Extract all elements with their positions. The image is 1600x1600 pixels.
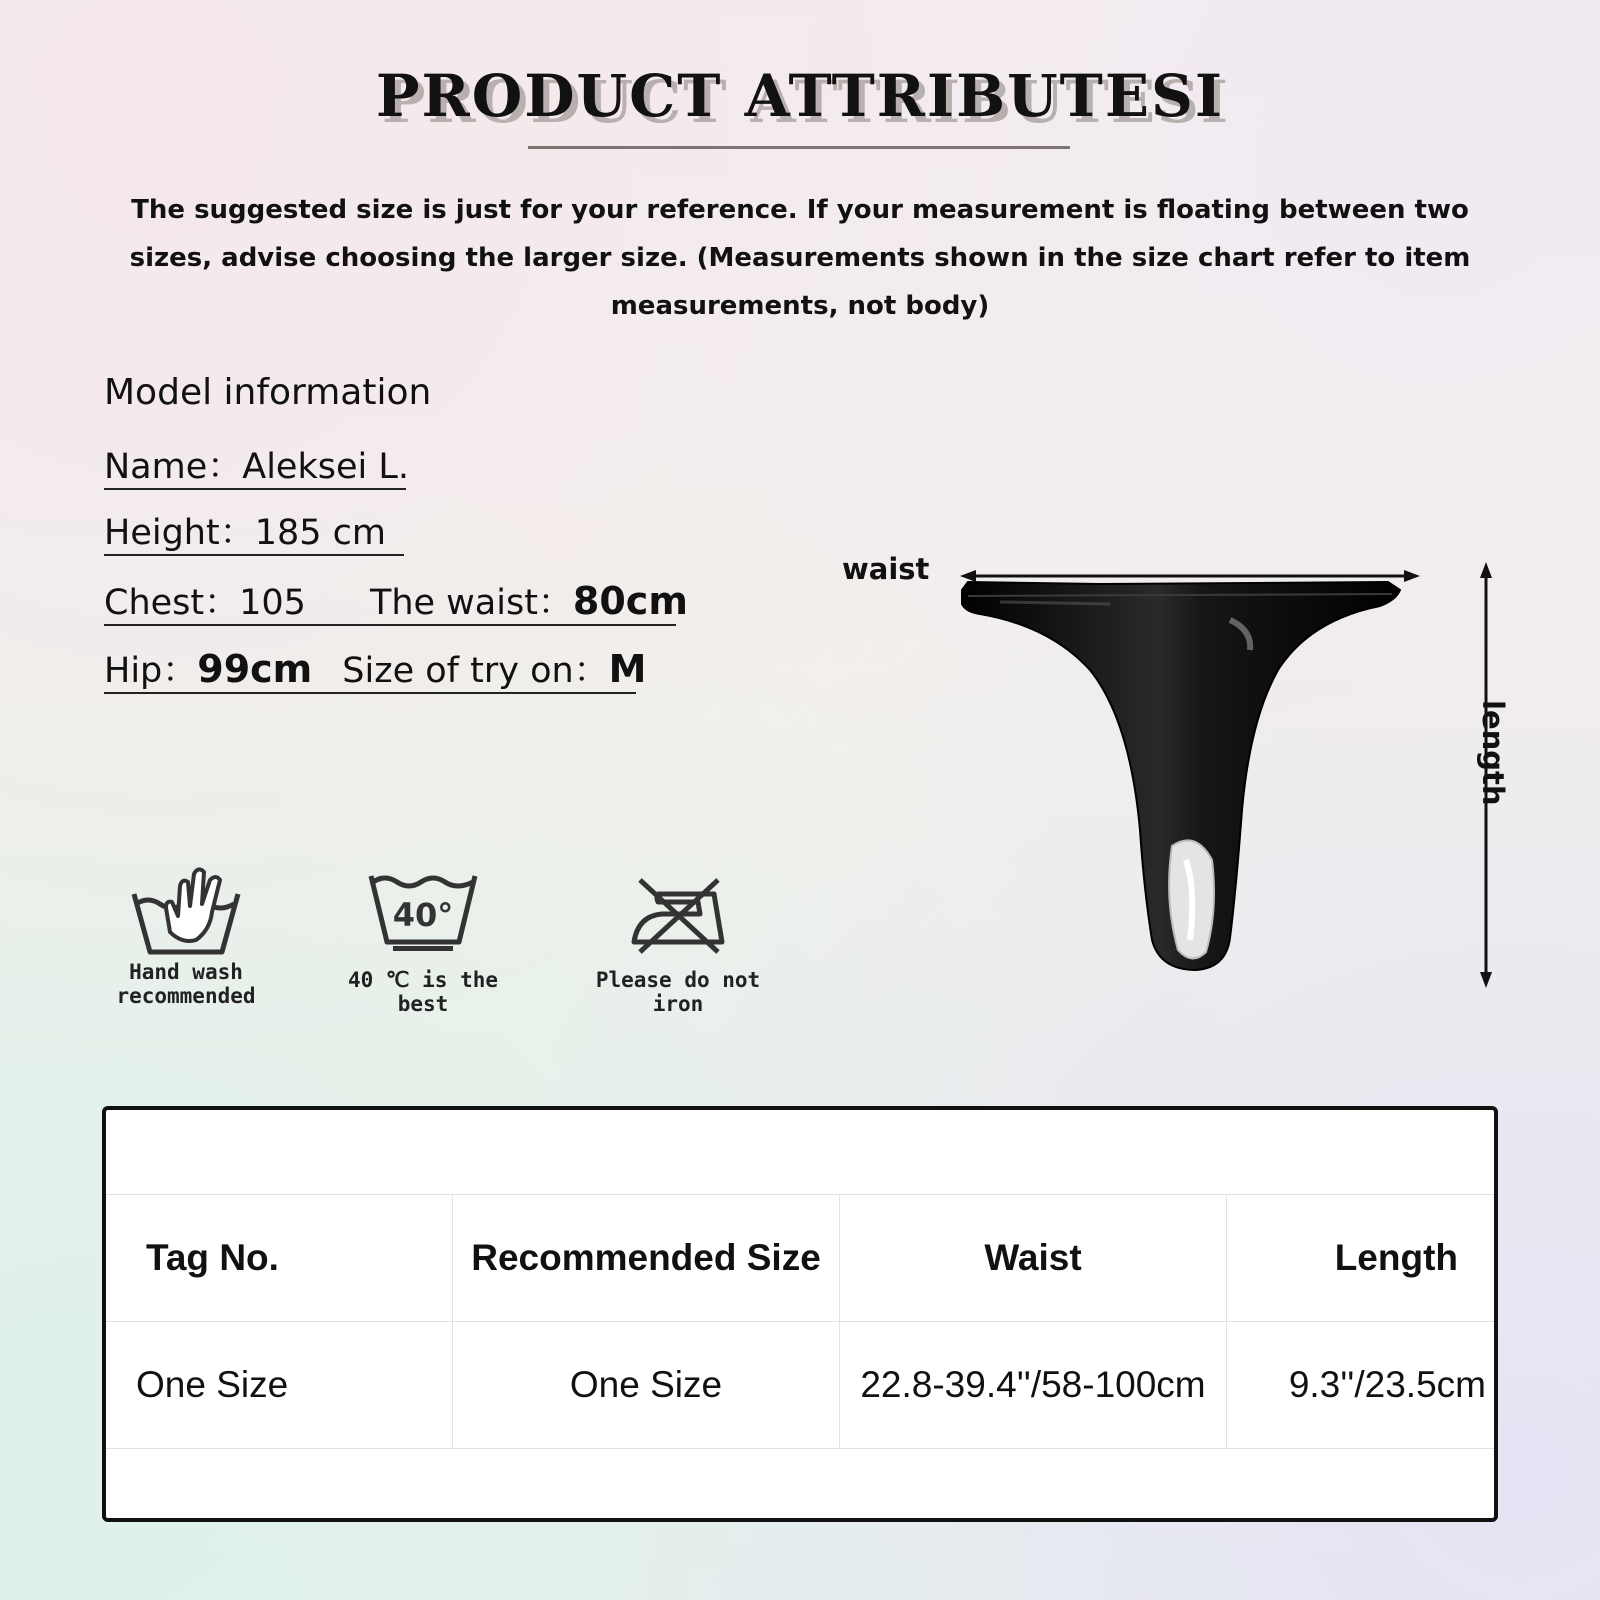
care-wash-40 [318, 872, 528, 1016]
care-iron-label: Please do not iron [595, 968, 761, 1016]
no-iron-icon [628, 876, 728, 956]
model-waist-value: 80cm [572, 579, 688, 623]
model-height-line [104, 512, 404, 556]
care-hand-label-2: recommended [116, 984, 256, 1008]
hand-wash-icon [126, 860, 246, 956]
title-underline [528, 146, 1070, 149]
wash-temp-text: 40° [392, 896, 454, 934]
model-height-value: 185 cm [254, 513, 386, 553]
care-hand-wash [96, 860, 276, 1008]
model-chest-label: Chest： [104, 583, 240, 623]
model-waist-label: The waist： [369, 583, 573, 623]
wash-40-icon [367, 872, 479, 952]
size-table [106, 1194, 1494, 1449]
header-recommended-size: Recommended Size [453, 1195, 840, 1322]
model-hip-label: Hip： [104, 651, 198, 691]
care-hand-label-1: Hand wash [129, 960, 243, 984]
cell-recommended-size: One Size [453, 1322, 840, 1449]
page-title: PRODUCT ATTRIBUTESI [375, 62, 1225, 130]
cell-waist: 22.8-39.4''/58-100cm [840, 1322, 1227, 1449]
care-40-label: 40 ℃ is the best [347, 968, 498, 1016]
model-tryon-label: Size of try on： [342, 651, 609, 691]
model-name-label: Name： [104, 447, 243, 487]
cell-tag-no: One Size [106, 1322, 453, 1449]
garment-diagram [960, 560, 1520, 990]
waist-label: waist [842, 552, 930, 586]
care-no-iron [568, 876, 788, 1016]
header-length: Length [1227, 1195, 1495, 1322]
size-advice-text: The suggested size is just for your reference. If your measurement is floating between two sizes, advise choosing the larger size. (Measurements shown in the size chart refer to item measurements, not body) [129, 195, 1471, 321]
cell-length: 9.3''/23.5cm [1227, 1322, 1495, 1449]
header-tag-no: Tag No. [106, 1195, 453, 1322]
model-name-line [104, 446, 409, 490]
table-row [106, 1322, 1494, 1449]
model-hip-value: 99cm [197, 647, 313, 691]
header-waist: Waist [840, 1195, 1227, 1322]
size-chart [102, 1106, 1498, 1522]
model-hip-tryon-line [104, 647, 647, 694]
table-header-row [106, 1195, 1494, 1322]
model-info-heading: Model information [104, 372, 432, 413]
model-tryon-value: M [608, 647, 647, 691]
length-label: length [1476, 700, 1510, 806]
model-chest-value: 105 [239, 583, 306, 623]
model-name-value: Aleksei L. [242, 447, 409, 487]
model-height-label: Height： [104, 513, 255, 553]
model-chest-waist-line [104, 579, 688, 626]
